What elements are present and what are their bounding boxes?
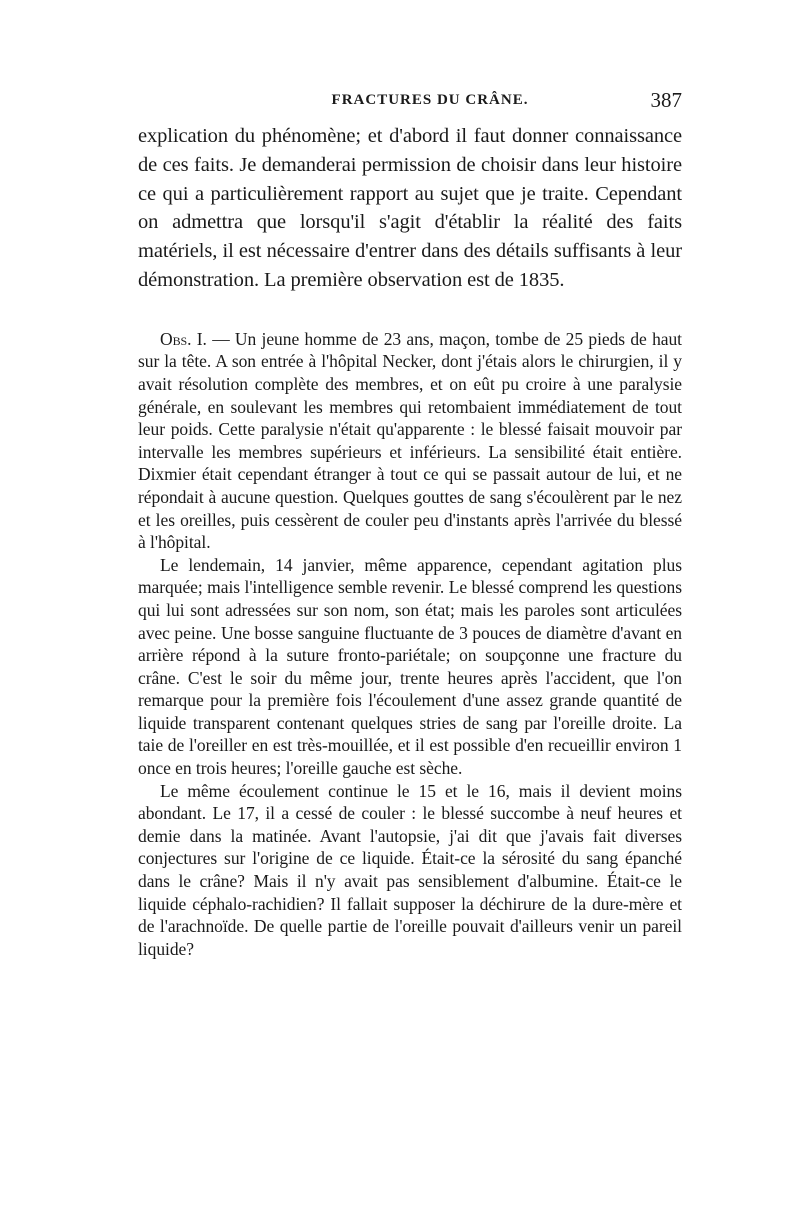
book-page [138, 88, 682, 960]
intro-paragraph: explication du phénomène; et d'abord il faut donner connaissance de ces faits. Je demanderai permission de choisir dans leur histoire ce qui a particulièrement rapport au sujet que je traite. Cependant on admettra que lorsqu'il s'agit d'établir la réalité des faits matériels, il est nécessaire d'entrer dans des détails suffisants à leur démonstration. La première observation est de 1835. [138, 125, 682, 291]
observation-paragraph-2: Le lendemain, 14 janvier, même apparence, cependant agitation plus marquée; mais l'intelligence semble revenir. Le blessé comprend les questions qui lui sont adressées sur son nom, son état; mais les paroles sont articulées avec peine. Une bosse sanguine fluctuante de 3 pouces de diamètre d'avant en arrière répond à la suture fronto-pariétale; on soupçonne une fracture du crâne. C'est le soir du même jour, trente heures après l'accident, que l'on remarque pour la première fois l'écoulement d'une assez grande quantité de liquide transparent contenant quelques stries de sang par l'oreille droite. La taie de l'oreiller en est très-mouillée, et il est possible d'en recueillir environ 1 once en trois heures; l'oreille gauche est sèche. [138, 554, 682, 779]
running-title: FRACTURES DU CRÂNE. [331, 92, 529, 108]
observation-label: Obs. I. [160, 328, 207, 349]
observation-paragraph-3: Le même écoulement continue le 15 et le 16, mais il devient moins abondant. Le 17, il a cessé de couler : le blessé succombe à neuf heures et demie dans la matinée. Avant l'autopsie, j'ai dit que j'avais fait diverses conjectures sur l'origine de ce liquide. Était-ce la sérosité du sang épanché dans le crâne? Mais il n'y avait pas sensiblement d'albumine. Était-ce le liquide céphalo-rachidien? Il fallait supposer la déchirure de la dure-mère et de l'arachnoïde. De quelle partie de l'oreille pouvait d'ailleurs venir un pareil liquide? [138, 780, 682, 959]
running-head [138, 88, 682, 122]
observation-paragraph-1-text: — Un jeune homme de 23 ans, maçon, tombe de 25 pieds de haut sur la tête. A son entrée à l'hôpital Necker, dont j'étais alors le chirurgien, il y avait résolution complète des membres, et on eût pu croire à une paralysie générale, en soulevant les membres qui retombaient immédiatement de tout leur poids. Cette paralysie n'était qu'apparente : le blessé faisait mouvoir par intervalle les membres supérieurs et inférieurs. La sensibilité était entière. Dixmier était cependant étranger à tout ce qui se passait autour de lui, et ne répondait à aucune question. Quelques gouttes de sang s'écoulèrent par le nez et les oreilles, puis cessèrent de couler peu d'instants après l'arrivée du blessé à l'hôpital. [138, 328, 682, 553]
observation-section [138, 328, 682, 961]
page-number: 387 [650, 88, 682, 112]
observation-paragraph-1 [138, 328, 682, 554]
intro-section [138, 122, 682, 295]
